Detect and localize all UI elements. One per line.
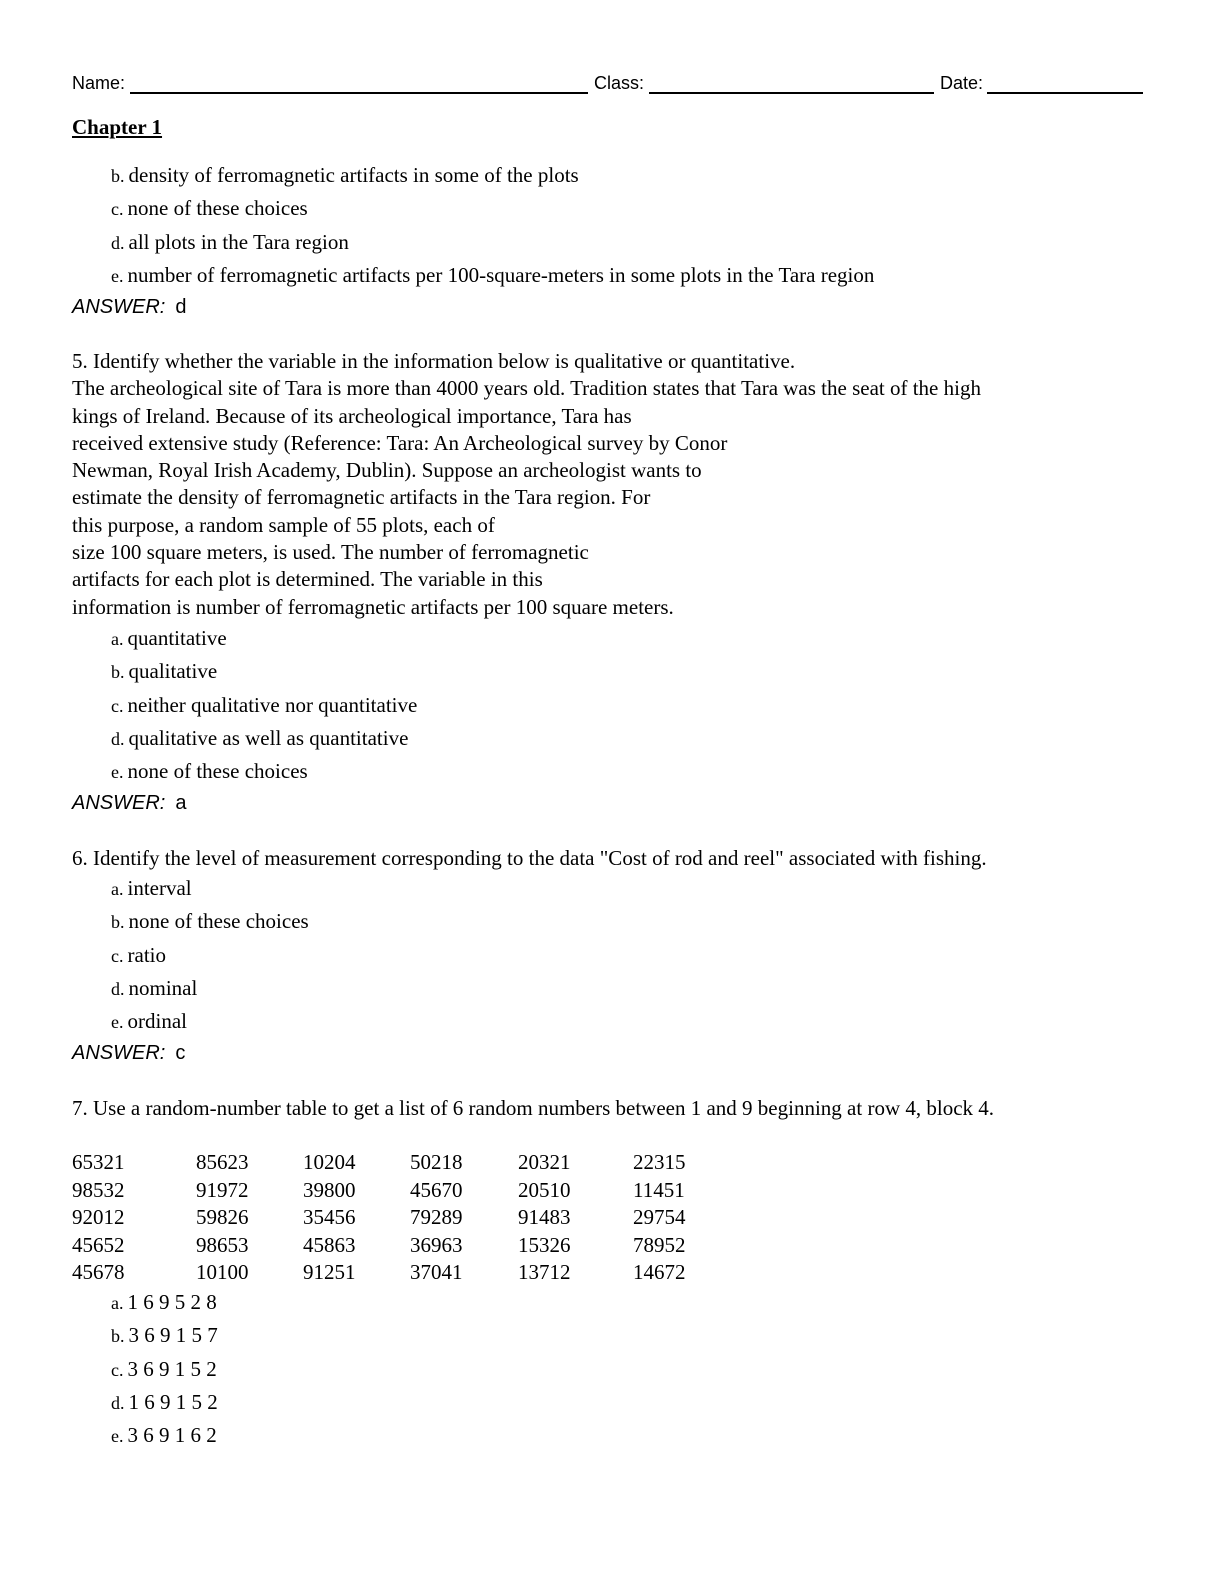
option-text: all plots in the Tara region bbox=[128, 230, 349, 254]
option-letter: c. bbox=[111, 946, 124, 966]
option-text: interval bbox=[127, 876, 192, 900]
chapter-title: Chapter 1 bbox=[72, 115, 163, 139]
option-e bbox=[111, 262, 874, 289]
question-line: kings of Ireland. Because of its archeological importance, Tara has bbox=[72, 403, 632, 428]
table-cell: 92012 bbox=[72, 1205, 125, 1229]
option-text: quantitative bbox=[127, 626, 227, 650]
option-text: 3 6 9 1 6 2 bbox=[127, 1423, 217, 1447]
table-cell: 78952 bbox=[633, 1232, 686, 1257]
name-field-line[interactable] bbox=[130, 92, 588, 94]
question-line: estimate the density of ferromagnetic artifacts in the Tara region. For bbox=[72, 485, 651, 510]
option-text: qualitative bbox=[128, 659, 218, 683]
table-row bbox=[72, 1149, 713, 1177]
answer-label: ANSWER: bbox=[72, 1042, 166, 1064]
question-line: The archeological site of Tara is more than 4000 years old. Tradition states that Tara was the seat of the high bbox=[72, 376, 981, 401]
table-cell: 98532 bbox=[72, 1177, 125, 1202]
table-cell: 45652 bbox=[72, 1232, 125, 1257]
header bbox=[72, 72, 1144, 98]
option-letter: a. bbox=[111, 629, 124, 649]
option-letter: b. bbox=[111, 912, 125, 932]
option-text: number of ferromagnetic artifacts per 100-square-meters in some plots in the Tara region bbox=[127, 263, 875, 287]
date-field-line[interactable] bbox=[987, 92, 1143, 94]
table-cell: 45678 bbox=[72, 1260, 125, 1284]
option-d bbox=[111, 229, 349, 256]
option-text: 3 6 9 1 5 2 bbox=[127, 1357, 217, 1381]
option-text: nominal bbox=[128, 976, 198, 1000]
question-7-text bbox=[72, 1095, 994, 1122]
option-text: neither qualitative nor quantitative bbox=[127, 693, 418, 717]
option-letter: d. bbox=[111, 1393, 125, 1413]
option-text: qualitative as well as quantitative bbox=[128, 726, 409, 750]
table-cell: 35456 bbox=[303, 1205, 356, 1229]
answer-value: c bbox=[175, 1042, 186, 1064]
option-letter: b. bbox=[111, 1326, 125, 1346]
answer-line bbox=[72, 294, 186, 320]
answer-line bbox=[72, 790, 186, 816]
table-row bbox=[72, 1259, 713, 1287]
option-b bbox=[111, 162, 579, 189]
table-row bbox=[72, 1177, 713, 1205]
option-text: density of ferromagnetic artifacts in some of the plots bbox=[128, 163, 579, 187]
option-letter: c. bbox=[111, 696, 124, 716]
table-cell: 20321 bbox=[518, 1150, 571, 1174]
class-field-line[interactable] bbox=[649, 92, 934, 94]
table-cell: 59826 bbox=[196, 1205, 249, 1229]
table-cell: 79289 bbox=[410, 1205, 463, 1229]
table-cell: 45863 bbox=[303, 1232, 356, 1257]
option-text: ratio bbox=[127, 943, 166, 967]
option-e bbox=[111, 758, 308, 785]
question-line: size 100 square meters, is used. The number of ferromagnetic bbox=[72, 540, 589, 565]
table-cell: 20510 bbox=[518, 1177, 571, 1202]
option-letter: e. bbox=[111, 266, 124, 286]
option-c bbox=[111, 1356, 217, 1383]
table-cell: 29754 bbox=[633, 1205, 686, 1229]
option-b bbox=[111, 658, 217, 685]
question-line: received extensive study (Reference: Tara: An Archeological survey by Conor bbox=[72, 430, 728, 455]
table-cell: 15326 bbox=[518, 1232, 571, 1257]
option-text: none of these choices bbox=[127, 759, 308, 783]
answer-label: ANSWER: bbox=[72, 296, 166, 318]
table-cell: 98653 bbox=[196, 1232, 249, 1257]
option-a bbox=[111, 875, 192, 902]
answer-label: ANSWER: bbox=[72, 792, 166, 814]
table-cell: 91483 bbox=[518, 1205, 571, 1229]
date-label: Date: bbox=[940, 73, 984, 93]
option-c bbox=[111, 942, 166, 969]
option-letter: b. bbox=[111, 662, 125, 682]
option-c bbox=[111, 692, 417, 719]
option-c bbox=[111, 195, 308, 222]
option-a bbox=[111, 1289, 217, 1316]
table-cell: 11451 bbox=[633, 1177, 685, 1202]
option-d bbox=[111, 1389, 218, 1416]
option-e bbox=[111, 1422, 217, 1449]
option-letter: c. bbox=[111, 1360, 124, 1380]
table-cell: 91972 bbox=[196, 1177, 249, 1202]
option-letter: a. bbox=[111, 879, 124, 899]
name-label: Name: bbox=[72, 73, 126, 93]
question-line: 5. Identify whether the variable in the information below is qualitative or quantitative. bbox=[72, 349, 796, 373]
option-letter: d. bbox=[111, 233, 125, 253]
question-line: this purpose, a random sample of 55 plots, each of bbox=[72, 512, 495, 537]
question-6-text bbox=[72, 845, 987, 872]
option-text: ordinal bbox=[127, 1009, 187, 1033]
option-d bbox=[111, 975, 197, 1002]
answer-value: a bbox=[175, 792, 187, 814]
option-letter: d. bbox=[111, 979, 125, 999]
option-text: 3 6 9 1 5 7 bbox=[128, 1323, 218, 1347]
random-number-table bbox=[72, 1149, 713, 1287]
question-line: Newman, Royal Irish Academy, Dublin). Suppose an archeologist wants to bbox=[72, 458, 702, 483]
table-cell: 22315 bbox=[633, 1150, 686, 1174]
option-letter: e. bbox=[111, 1012, 124, 1032]
option-d bbox=[111, 725, 408, 752]
table-cell: 36963 bbox=[410, 1232, 463, 1257]
question-line: artifacts for each plot is determined. The variable in this bbox=[72, 567, 543, 592]
option-text: 1 6 9 1 5 2 bbox=[128, 1390, 218, 1414]
option-a bbox=[111, 625, 227, 652]
option-b bbox=[111, 908, 309, 935]
table-cell: 13712 bbox=[518, 1260, 571, 1284]
table-cell: 14672 bbox=[633, 1260, 686, 1284]
option-b bbox=[111, 1322, 218, 1349]
answer-value: d bbox=[175, 296, 187, 318]
option-letter: a. bbox=[111, 1293, 124, 1313]
option-letter: d. bbox=[111, 729, 125, 749]
table-row bbox=[72, 1204, 713, 1232]
question-line: 7. Use a random-number table to get a list of 6 random numbers between 1 and 9 beginning at row 4, block 4. bbox=[72, 1096, 995, 1120]
table-cell: 85623 bbox=[196, 1150, 249, 1174]
table-cell: 37041 bbox=[410, 1260, 463, 1284]
table-cell: 65321 bbox=[72, 1150, 125, 1174]
option-letter: c. bbox=[111, 199, 124, 219]
table-cell: 39800 bbox=[303, 1177, 356, 1202]
question-line: information is number of ferromagnetic artifacts per 100 square meters. bbox=[72, 594, 674, 619]
class-label: Class: bbox=[594, 73, 645, 93]
answer-line bbox=[72, 1040, 185, 1066]
question-line: 6. Identify the level of measurement corresponding to the data "Cost of rod and reel" associated with fishing. bbox=[72, 846, 987, 870]
table-cell: 91251 bbox=[303, 1260, 356, 1284]
option-text: none of these choices bbox=[127, 196, 308, 220]
option-letter: b. bbox=[111, 166, 125, 186]
question-5-text bbox=[72, 348, 981, 621]
option-e bbox=[111, 1008, 187, 1035]
option-text: none of these choices bbox=[128, 909, 309, 933]
option-letter: e. bbox=[111, 762, 124, 782]
table-row bbox=[72, 1232, 713, 1260]
table-cell: 45670 bbox=[410, 1177, 463, 1202]
option-letter: e. bbox=[111, 1426, 124, 1446]
table-cell: 10204 bbox=[303, 1150, 356, 1174]
table-cell: 50218 bbox=[410, 1150, 463, 1174]
table-cell: 10100 bbox=[196, 1260, 249, 1284]
option-text: 1 6 9 5 2 8 bbox=[127, 1290, 217, 1314]
